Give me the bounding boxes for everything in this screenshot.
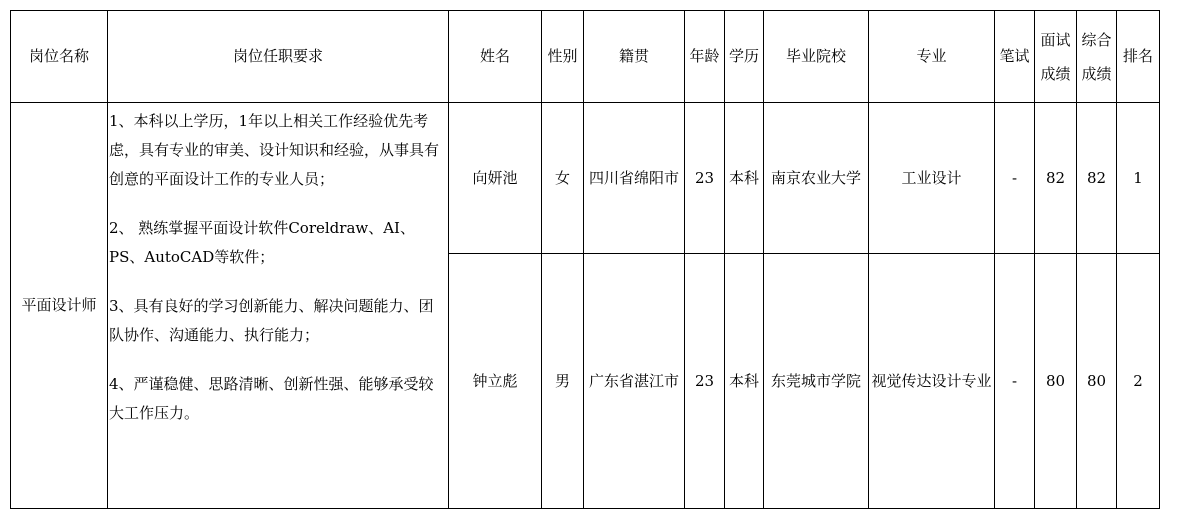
header-total bbox=[1077, 11, 1117, 103]
candidate-origin: 广东省湛江市 bbox=[584, 254, 685, 509]
position-name-cell: 平面设计师 bbox=[11, 103, 108, 509]
requirement-item: 4、严谨稳健、思路清晰、创新性强、能够承受较大工作压力。 bbox=[109, 375, 434, 422]
candidate-school: 东莞城市学院 bbox=[764, 254, 869, 509]
header-education: 学历 bbox=[725, 11, 764, 103]
candidate-education: 本科 bbox=[725, 103, 764, 254]
header-written: 笔试 bbox=[995, 11, 1035, 103]
candidate-rank: 1 bbox=[1117, 103, 1160, 254]
candidate-total-score: 80 bbox=[1077, 254, 1117, 509]
header-school: 毕业院校 bbox=[764, 11, 869, 103]
candidate-gender: 女 bbox=[542, 103, 584, 254]
header-major: 专业 bbox=[869, 11, 995, 103]
requirements-cell bbox=[108, 103, 449, 509]
header-age: 年龄 bbox=[685, 11, 725, 103]
requirement-item: 3、具有良好的学习创新能力、解决问题能力、团队协作、沟通能力、执行能力； bbox=[109, 297, 434, 344]
header-total-line2: 成绩 bbox=[1081, 64, 1112, 83]
header-requirements: 岗位任职要求 bbox=[108, 11, 449, 103]
header-gender: 性别 bbox=[542, 11, 584, 103]
header-rank: 排名 bbox=[1117, 11, 1160, 103]
header-row bbox=[11, 11, 1160, 103]
requirement-item: 1、本科以上学历，1年以上相关工作经验优先考虑，具有专业的审美、设计知识和经验，从事具有创意的平面设计工作的专业人员； bbox=[109, 112, 440, 188]
candidate-major: 视觉传达设计专业 bbox=[869, 254, 995, 509]
table-row bbox=[11, 103, 1160, 254]
candidate-major: 工业设计 bbox=[869, 103, 995, 254]
candidate-age: 23 bbox=[685, 254, 725, 509]
candidate-name: 钟立彪 bbox=[449, 254, 542, 509]
header-interview-line1: 面试 bbox=[1040, 30, 1071, 49]
header-interview bbox=[1035, 11, 1077, 103]
recruitment-results-table bbox=[10, 10, 1160, 509]
candidate-education: 本科 bbox=[725, 254, 764, 509]
candidate-name: 向妍池 bbox=[449, 103, 542, 254]
candidate-interview-score: 80 bbox=[1035, 254, 1077, 509]
header-interview-line2: 成绩 bbox=[1040, 64, 1071, 83]
header-position: 岗位名称 bbox=[11, 11, 108, 103]
candidate-age: 23 bbox=[685, 103, 725, 254]
candidate-written-score: - bbox=[995, 103, 1035, 254]
header-total-line1: 综合 bbox=[1081, 30, 1112, 49]
candidate-interview-score: 82 bbox=[1035, 103, 1077, 254]
header-name: 姓名 bbox=[449, 11, 542, 103]
candidate-written-score: - bbox=[995, 254, 1035, 509]
header-origin: 籍贯 bbox=[584, 11, 685, 103]
requirement-item: 2、 熟练掌握平面设计软件Coreldraw、AI、PS、AutoCAD等软件； bbox=[109, 219, 415, 266]
candidate-origin: 四川省绵阳市 bbox=[584, 103, 685, 254]
candidate-total-score: 82 bbox=[1077, 103, 1117, 254]
candidate-gender: 男 bbox=[542, 254, 584, 509]
candidate-rank: 2 bbox=[1117, 254, 1160, 509]
candidate-school: 南京农业大学 bbox=[764, 103, 869, 254]
